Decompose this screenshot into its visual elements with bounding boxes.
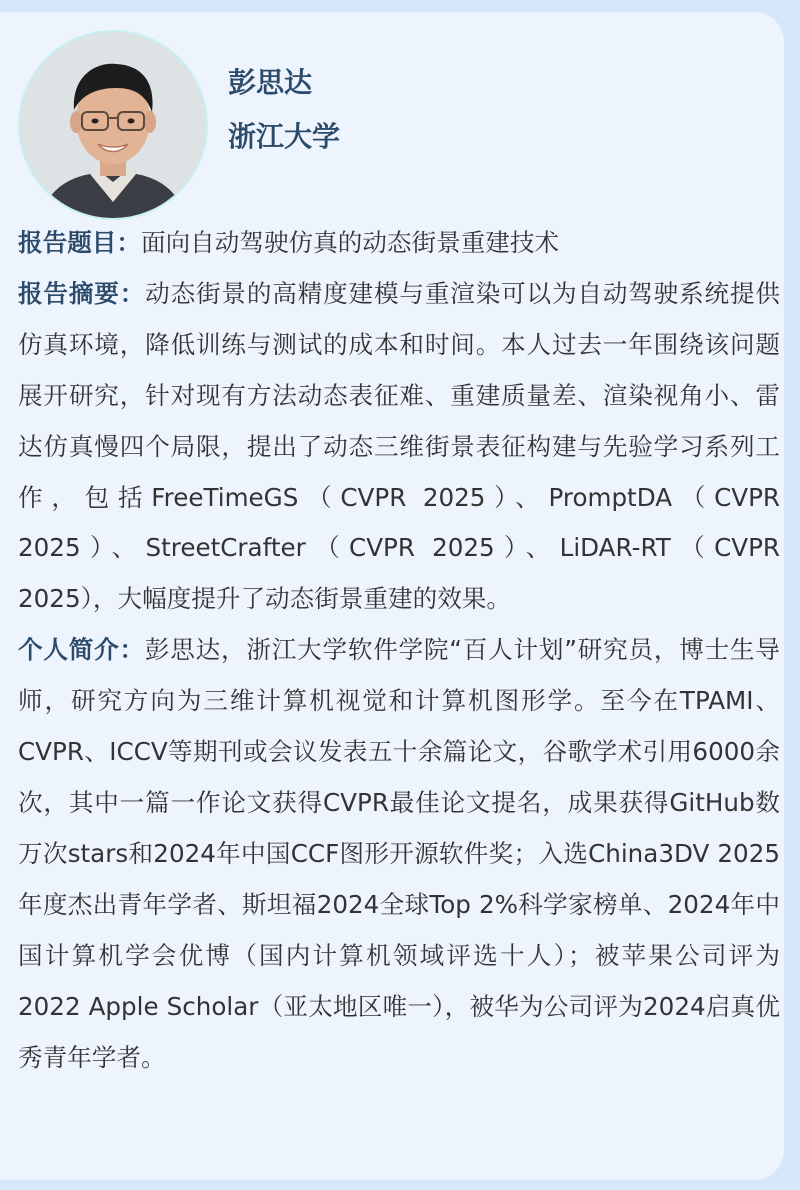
bio-text: 彭思达，浙江大学软件学院“百人计划”研究员，博士生导师，研究方向为三维计算机视觉和计算机图形学。至今在TPAMI、CVPR、ICCV等期刊或会议发表五十余篇论文，谷歌学术引用6000余次，其中一篇一作论文获得CVPR最佳论文提名，成果获得GitHub数万次stars和2024年中国CCF图形开源软件奖；入选China3DV 2025年度杰出青年学者、斯坦福2024全球Top 2%科学家榜单、2024年中国计算机学会优博（国内计算机领域评选十人）；被苹果公司评为2022 Apple Scholar（亚太地区唯一），被华为公司评为2024启真优秀青年学者。 (18, 635, 780, 1072)
speaker-affiliation: 浙江大学 (228, 120, 341, 153)
talk-details (18, 218, 780, 1083)
speaker-photo (18, 30, 208, 220)
talk-title-section (18, 218, 780, 269)
talk-abstract-label: 报告摘要： (18, 278, 146, 308)
talk-title-label: 报告题目： (18, 228, 141, 257)
speaker-name: 彭思达 (228, 66, 313, 99)
bio-section (18, 625, 780, 1083)
talk-title: 面向自动驾驶仿真的动态街景重建技术 (140, 228, 560, 257)
talk-abstract-section (18, 269, 780, 625)
speaker-info (228, 56, 340, 164)
bio-label: 个人简介： (18, 635, 145, 665)
speaker-card (0, 12, 784, 1180)
talk-abstract: 动态街景的高精度建模与重渲染可以为自动驾驶系统提供仿真环境，降低训练与测试的成本和时间。本人过去一年围绕该问题展开研究，针对现有方法动态表征难、重建质量差、渲染视角小、雷达仿真慢四个局限，提出了动态三维街景表征构建与先验学习系列工作，包括FreeTimeGS（CVPR 2025）、PromptDA（CVPR 2025）、StreetCrafter（CVPR 2025）、LiDAR-RT（CVPR 2025），大幅度提升了动态街景重建的效果。 (18, 278, 780, 614)
